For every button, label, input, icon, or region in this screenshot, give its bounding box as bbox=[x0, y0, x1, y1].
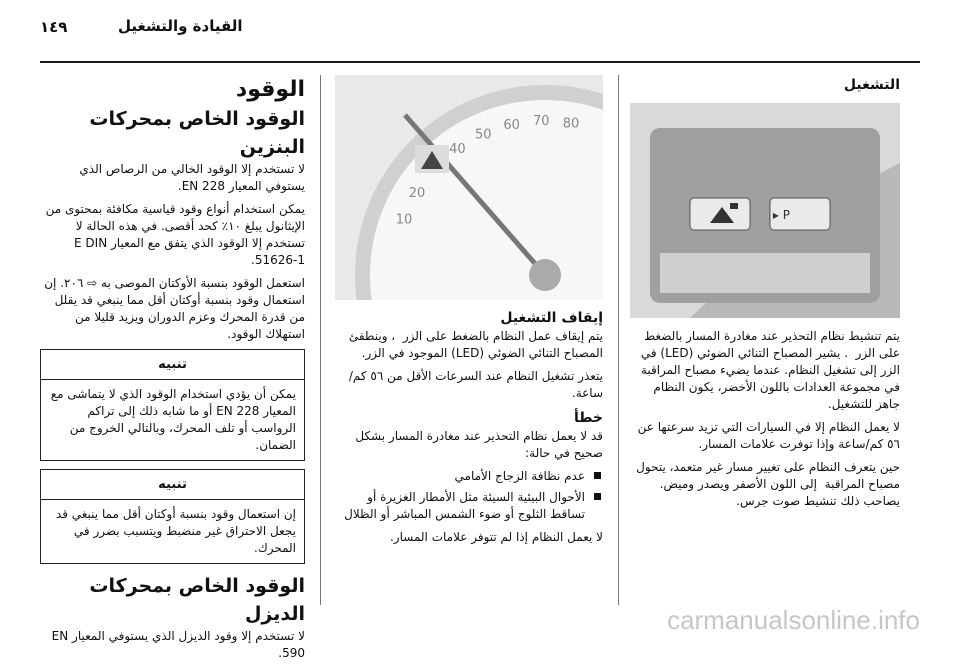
deactivation-paragraph-1: يتم إيقاف عمل النظام بالضغط على الزر ، وينطفئ المصباح التنائي الضوئي (LED) الموجود في الزر. bbox=[348, 329, 603, 360]
fault-closing-paragraph: لا يعمل النظام إذا لم تتوفر علامات المسار. bbox=[389, 530, 603, 544]
speedometer-tick-label: 70 bbox=[533, 114, 550, 129]
column-deactivation bbox=[335, 75, 603, 552]
section-heading-fault: خطأ bbox=[574, 410, 603, 426]
speedometer-tick-label: 50 bbox=[475, 127, 492, 143]
section-heading-fuel: الوقود bbox=[235, 77, 305, 102]
column-divider-left bbox=[320, 75, 321, 605]
column-fuel bbox=[40, 75, 305, 668]
speedometer-illustration bbox=[335, 75, 603, 300]
caution-body: يمكن أن يؤدي استخدام الوقود الذي لا يتماشى مع المعيار EN 228 أو ما شابه ذلك إلى تراكم الرواسب أو تلف المحرك، وبالتالي الخروج من الضمان. bbox=[50, 387, 296, 452]
fault-bullet-list bbox=[335, 468, 603, 523]
fuel-paragraph-3: استعمل الوقود بنسبة الأوكتان الموصى به ⇨ ٢٠٦. إن استعمال وقود بنسبة أوكتان أقل مما ينبغي قد يقلل من قدرة المحرك وعزم الدوران ويزيد قليلا من استهلاك الوقود. bbox=[44, 276, 305, 341]
bullet-square-icon bbox=[594, 493, 601, 500]
list-item: الأحوال البيئية السيئة مثل الأمطار الغزيرة أو تساقط الثلوج أو ضوء الشمس المباشر أو الظلال bbox=[335, 489, 603, 523]
deactivation-paragraph-2: يتعذر تشغيل النظام عند السرعات الأقل من ٥٦ كم/ساعة. bbox=[348, 369, 603, 400]
page-header bbox=[0, 0, 960, 46]
caution-box-2 bbox=[40, 469, 305, 564]
watermark: carmanualsonline.info bbox=[667, 605, 920, 635]
dashboard-button-photo bbox=[630, 103, 900, 318]
speedometer-tick-label: 40 bbox=[449, 142, 466, 158]
svg-text:P ▸: P ▸ bbox=[772, 208, 790, 222]
column-divider-right bbox=[618, 75, 619, 605]
dashboard-button-illustration bbox=[630, 103, 900, 318]
speedometer-tick-label: 10 bbox=[395, 212, 413, 228]
operation-paragraph-2: لا يعمل النظام إلا في السيارات التي تزيد سرعتها عن ٥٦ كم/ساعة وإذا توفرت علامات المسار. bbox=[637, 420, 900, 451]
caution-body: إن استعمال وقود بنسبة أوكتان أقل مما ينبغي قد يجعل الاحتراق غير منضبط ويتسبب بضرر في المحرك. bbox=[55, 507, 296, 555]
subheading-diesel-fuel: الوقود الخاص بمحركات الديزل bbox=[89, 575, 305, 625]
caution-title: تنبيه bbox=[41, 470, 304, 500]
list-item: عدم نظافة الزجاج الأمامي bbox=[335, 468, 603, 485]
header-rule bbox=[40, 61, 920, 63]
fuel-paragraph-2: يمكن استخدام أنواع وقود قياسية مكافئة بمحتوى من الإيثانول يبلغ ١٠٪ كحد أقصى. في هذه الحالة لا تستخدم إلا الوقود الذي يتفق مع المعيار E DIN 51626-1. bbox=[45, 202, 305, 267]
section-heading-deactivation: إيقاف التشغيل bbox=[500, 310, 603, 326]
speedometer-photo bbox=[335, 75, 603, 300]
running-title: القيادة والتشغيل bbox=[118, 17, 243, 35]
diesel-paragraph: لا تستخدم إلا وقود الديزل الذي يستوفي المعيار EN 590. bbox=[51, 629, 305, 660]
fuel-paragraph-1: لا تستخدم إلا الوقود الخالي من الرصاص الذي يستوفي المعيار EN 228. bbox=[79, 162, 305, 193]
section-heading-operation: التشغيل bbox=[843, 77, 900, 93]
speedometer-tick-label: 60 bbox=[503, 117, 520, 133]
operation-paragraph-1: يتم تنشيط نظام التحذير عند مغادرة المسار بالضغط على الزر . يشير المصباح التنائي الضوئي (LED) في الزر إلى تشغيل النظام. عندما يضيء مصباح المراقبة في مجموعة العدادات باللون الأخضر، يكون النظام جاهز للتشغيل. bbox=[640, 329, 900, 411]
speedometer-tick-label: 80 bbox=[562, 116, 580, 132]
caution-title: تنبيه bbox=[41, 350, 304, 380]
operation-paragraph-3: حين يتعرف النظام على تغيير مسار غير متعمد، يتحول مصباح المراقبة إلى اللون الأصفر ويصدر وميض. يصاحب ذلك تنشيط صوت جرس. bbox=[636, 460, 900, 508]
subheading-petrol-fuel: الوقود الخاص بمحركات البنزين bbox=[89, 108, 305, 158]
speedometer-tick-label: 20 bbox=[408, 185, 426, 201]
caution-box-1 bbox=[40, 349, 305, 461]
bullet-square-icon bbox=[594, 472, 601, 479]
column-operation bbox=[630, 75, 900, 516]
page-number: ١٤٩ bbox=[40, 18, 68, 36]
fault-paragraph: قد لا يعمل نظام التحذير عند مغادرة المسار بشكل صحيح في حالة: bbox=[355, 429, 603, 460]
